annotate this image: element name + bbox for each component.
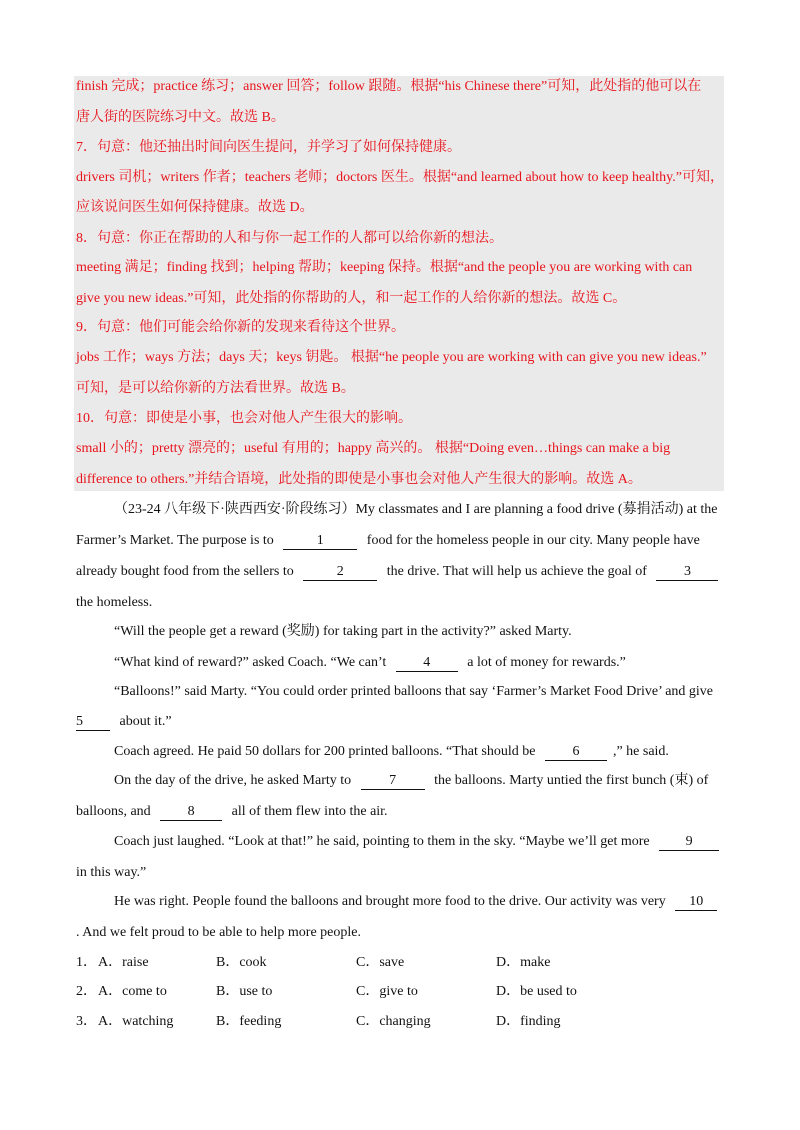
passage-line [76, 802, 730, 822]
passage-line [114, 742, 730, 762]
option-b[interactable]: B．feeding [216, 1014, 282, 1029]
passage-text: Coach agreed. He paid 50 dollars for 200 printed balloons. “That should be [114, 744, 536, 759]
passage-text: all of them flew into the air. [231, 804, 388, 819]
passage-line [114, 771, 730, 791]
answer-line: 9．句意：他们可能会给你新的发现来看待这个世界。 [76, 320, 405, 335]
answer-line: finish 完成；practice 练习；answer 回答；follow 跟随。根据“his Chinese there”可知，此处指的他可以在 [76, 79, 702, 94]
passage-line [76, 531, 730, 551]
answer-line: 应该说问医生如何保持健康。故选 D。 [76, 200, 314, 215]
option-a[interactable]: A．come to [98, 984, 167, 999]
answer-line: 7．句意：他还抽出时间向医生提问，并学习了如何保持健康。 [76, 140, 461, 155]
answer-line: jobs 工作；ways 方法；days 天；keys 钥匙。 根据“he people you are working with can give you new ideas.” [76, 350, 707, 365]
blank-4[interactable]: 4 [396, 655, 458, 672]
option-d[interactable]: D．make [496, 955, 551, 970]
passage-intro-line: （23-24 八年级下·陕西西安·阶段练习）My classmates and I are planning a food drive (募捐活动) at the [114, 502, 718, 517]
passage-text: On the day of the drive, he asked Marty to [114, 773, 352, 788]
option-d[interactable]: D．finding [496, 1014, 561, 1029]
blank-9[interactable]: 9 [659, 834, 719, 851]
answer-line: drivers 司机；writers 作者；teachers 老师；doctors 医生。根据“and learned about how to keep healthy.”可知， [76, 170, 724, 185]
blank-6[interactable]: 6 [545, 744, 607, 761]
passage-text: ,” he said. [612, 744, 669, 759]
blank-8[interactable]: 8 [160, 804, 222, 821]
passage-text: He was right. People found the balloons and brought more food to the drive. Our activity was very [114, 894, 666, 909]
option-b[interactable]: B．use to [216, 984, 273, 999]
option-d[interactable]: D．be used to [496, 984, 577, 999]
passage-text: the balloons. Marty untied the first bunch (束) of [434, 773, 709, 788]
answer-line: give you new ideas.”可知，此处指的你帮助的人，和一起工作的人给你新的想法。故选 C。 [76, 291, 627, 306]
blank-10[interactable]: 10 [675, 894, 717, 911]
passage-text: food for the homeless people in our city. Many people have [366, 533, 700, 548]
blank-3[interactable]: 3 [656, 564, 718, 581]
answer-line: small 小的；pretty 漂亮的；useful 有用的；happy 高兴的。 根据“Doing even…things can make a big [76, 441, 671, 456]
passage-line: . And we felt proud to be able to help more people. [76, 925, 361, 940]
option-a[interactable]: A．raise [98, 955, 149, 970]
option-c[interactable]: C．give to [356, 984, 418, 999]
question-row [76, 953, 736, 973]
passage-text: a lot of money for rewards.” [467, 655, 626, 670]
question-row [76, 982, 736, 1002]
option-c[interactable]: C．changing [356, 1014, 431, 1029]
passage-line [76, 562, 730, 582]
passage-text: the drive. That will help us achieve the goal of [386, 564, 647, 579]
answer-line: meeting 满足；finding 找到；helping 帮助；keeping 保持。根据“and the people you are working with can [76, 260, 693, 275]
passage-line: the homeless. [76, 595, 153, 610]
passage-text: Coach just laughed. “Look at that!” he said, pointing to them in the sky. “Maybe we’ll get more [114, 834, 650, 849]
question-number: 3． [76, 1014, 97, 1029]
answer-line: 8．句意：你正在帮助的人和与你一起工作的人都可以给你新的想法。 [76, 231, 503, 246]
passage-line [114, 892, 730, 912]
passage-text: about it.” [119, 714, 172, 729]
option-a[interactable]: A．watching [98, 1014, 174, 1029]
answer-line: 唐人街的医院练习中文。故选 B。 [76, 110, 285, 125]
passage-line: “Balloons!” said Marty. “You could order printed balloons that say ‘Farmer’s Market Food Drive’ and give [114, 684, 714, 699]
question-row [76, 1012, 736, 1032]
passage-text: balloons, and [76, 804, 151, 819]
option-c[interactable]: C．save [356, 955, 405, 970]
passage-line [114, 653, 730, 673]
blank-1[interactable]: 1 [283, 533, 357, 550]
question-number: 1． [76, 955, 97, 970]
option-b[interactable]: B．cook [216, 955, 267, 970]
passage-text: already bought food from the sellers to [76, 564, 294, 579]
blank-2[interactable]: 2 [303, 564, 377, 581]
blank-7[interactable]: 7 [361, 773, 425, 790]
passage-line [76, 712, 730, 732]
passage-line: in this way.” [76, 865, 147, 880]
blank-5[interactable]: 5 [76, 714, 110, 731]
passage-text: Farmer’s Market. The purpose is to [76, 533, 274, 548]
passage-line: “Will the people get a reward (奖励) for taking part in the activity?” asked Marty. [114, 624, 572, 639]
answer-line: 10．句意：即使是小事，也会对他人产生很大的影响。 [76, 411, 412, 426]
question-number: 2． [76, 984, 97, 999]
passage-text: “What kind of reward?” asked Coach. “We can’t [114, 655, 387, 670]
answer-line: difference to others.”并结合语境，此处指的即使是小事也会对他人产生很大的影响。故选 A。 [76, 472, 642, 487]
passage-line [114, 832, 730, 852]
answer-line: 可知，是可以给你新的方法看世界。故选 B。 [76, 381, 355, 396]
